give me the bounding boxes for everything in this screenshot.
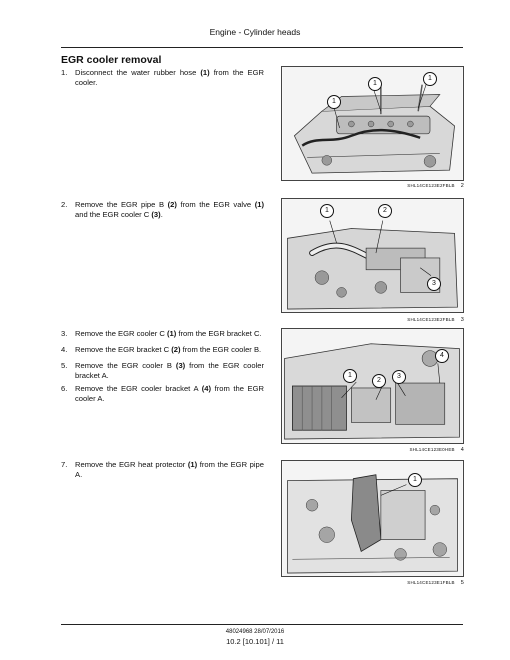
- figure-number: 5: [460, 580, 464, 586]
- step-number: 1.: [61, 68, 68, 77]
- figure-caption: [281, 447, 464, 453]
- callout-marker: 1: [368, 77, 382, 91]
- callout-marker: 1: [327, 95, 341, 109]
- step-text: Remove the EGR heat protector (1) from the EGR pipe A.: [75, 460, 265, 479]
- step-3: [61, 329, 264, 339]
- step-number: 6.: [61, 384, 68, 393]
- figure-code: SHL14CE123E2FBLB: [407, 317, 455, 322]
- footer-document-id: 48024968 28/07/2016: [225, 629, 285, 635]
- step-2: [61, 200, 264, 220]
- step-number: 5.: [61, 361, 68, 370]
- step-number: 3.: [61, 329, 68, 338]
- callout-marker: 1: [423, 72, 437, 86]
- engine-illustration: [282, 199, 463, 312]
- step-text: Remove the EGR bracket C (2) from the EGR cooler B.: [75, 345, 262, 354]
- callout-marker: 2: [378, 204, 392, 218]
- running-header-title: Engine - Cylinder heads: [209, 27, 301, 37]
- section-title: EGR cooler removal: [61, 54, 162, 66]
- figure-egr-heat-protector: [281, 460, 464, 577]
- engine-illustration: [282, 329, 463, 443]
- step-5: [61, 361, 264, 381]
- figure-egr-cooler-bracket: [281, 328, 464, 444]
- callout-marker: 1: [320, 204, 334, 218]
- callout-marker: 3: [427, 277, 441, 291]
- figure-number: 3: [460, 317, 464, 323]
- step-1: [61, 68, 264, 88]
- figure-code: SHL14CE123E1FBLB: [407, 580, 455, 585]
- step-number: 2.: [61, 200, 68, 209]
- step-number: 7.: [61, 460, 68, 469]
- step-text: Remove the EGR cooler B (3) from the EGR cooler bracket A.: [75, 361, 264, 380]
- callout-marker: 3: [392, 370, 406, 384]
- callout-marker: 1: [408, 473, 422, 487]
- step-text: Disconnect the water rubber hose (1) from the EGR cooler.: [75, 68, 264, 87]
- figure-engine-water-hose: [281, 66, 464, 181]
- engine-illustration: [282, 461, 463, 576]
- step-text: Remove the EGR cooler bracket A (4) from the EGR cooler A.: [75, 384, 265, 403]
- step-4: [61, 345, 264, 355]
- step-number: 4.: [61, 345, 68, 354]
- step-text: Remove the EGR cooler C (1) from the EGR bracket C.: [75, 329, 262, 338]
- figure-code: SHL14CE123E2FBLB: [407, 183, 455, 188]
- header-divider: [61, 47, 463, 48]
- callout-marker: 1: [343, 369, 357, 383]
- step-7: [61, 460, 264, 480]
- callout-marker: 2: [372, 374, 386, 388]
- figure-caption: [281, 183, 464, 189]
- figure-number: 4: [460, 447, 464, 453]
- figure-caption: [281, 580, 464, 586]
- footer-page-number: 10.2 [10.101] / 11: [226, 637, 284, 646]
- step-text: Remove the EGR pipe B (2) from the EGR valve (1) and the EGR cooler C (3).: [75, 200, 264, 219]
- step-6: [61, 384, 264, 404]
- figure-caption: [281, 317, 464, 323]
- figure-number: 2: [460, 183, 464, 189]
- figure-code: SHL14CE123E0HEB: [409, 447, 455, 452]
- callout-marker: 4: [435, 349, 449, 363]
- figure-egr-pipe: [281, 198, 464, 313]
- footer-divider: [61, 624, 463, 625]
